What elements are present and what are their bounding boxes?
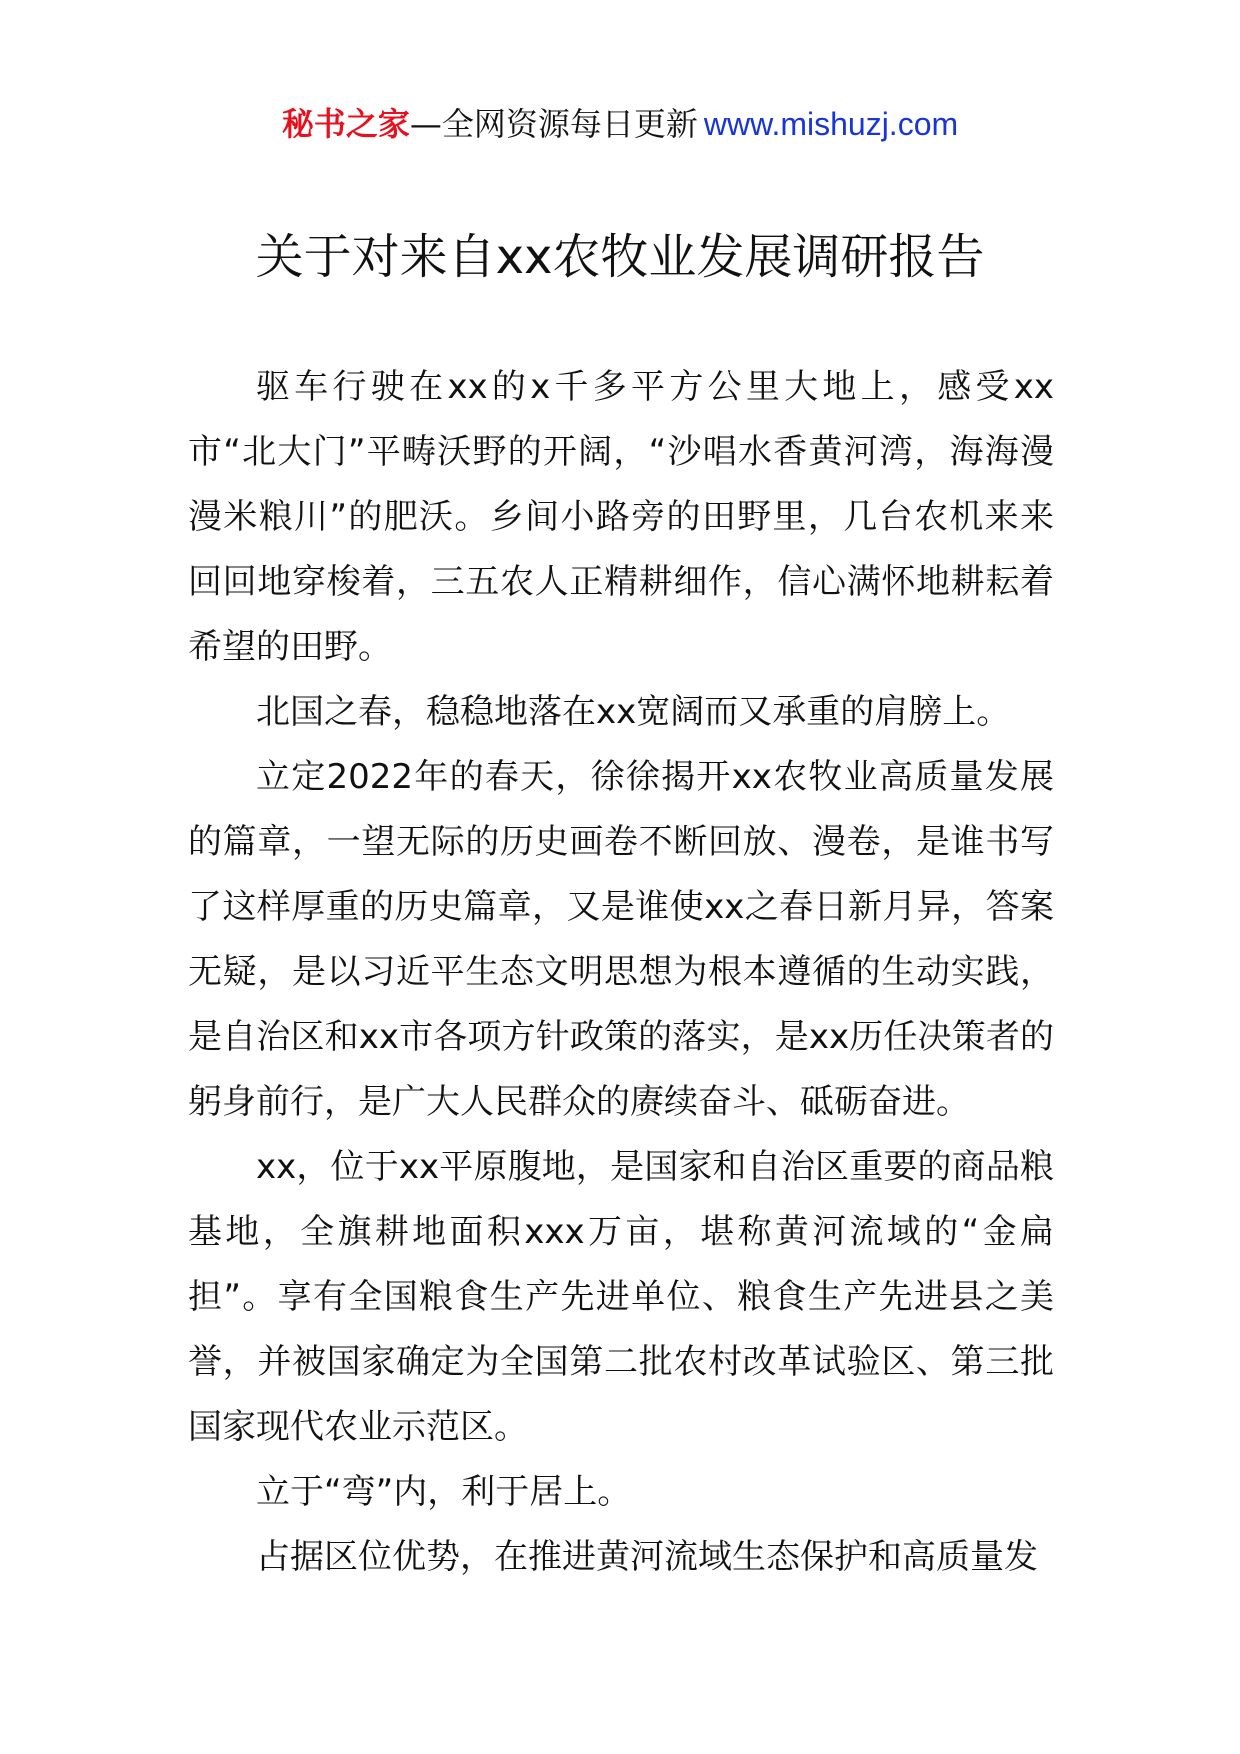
paragraph-1: 驱车行驶在xx的x千多平方公里大地上，感受xx市“北大门”平畴沃野的开阔，“沙唱水香黄河湾，海海漫漫米粮川”的肥沃。乡间小路旁的田野里，几台农机来来回回地穿梭着，三五农人正精耕细作，信心满怀地耕耘着希望的田野。: [188, 367, 1054, 667]
document-title: 关于对来自xx农牧业发展调研报告: [255, 229, 985, 285]
page-header: [0, 100, 1240, 148]
paragraph-4: xx，位于xx平原腹地，是国家和自治区重要的商品粮基地，全旗耕地面积xxx万亩，堪称黄河流域的“金扁担”。享有全国粮食生产先进单位、粮食生产先进县之美誉，并被国家确定为全国第二批农村改革试验区、第三批国家现代农业示范区。: [188, 1147, 1054, 1447]
site-link[interactable]: www.mishuzj.com: [703, 106, 959, 142]
paragraph-2: 北国之春，稳稳地落在xx宽阔而又承重的肩膀上。: [256, 692, 1011, 732]
brand-name: 秘书之家: [281, 105, 410, 143]
paragraph-5: 立于“弯”内，利于居上。: [256, 1472, 632, 1512]
paragraph-6: 占据区位优势，在推进黄河流域生态保护和高质量发: [256, 1537, 1038, 1577]
document-body: [188, 355, 1054, 1590]
paragraph-3: 立定2022年的春天，徐徐揭开xx农牧业高质量发展的篇章，一望无际的历史画卷不断回放、漫卷，是谁书写了这样厚重的历史篇章，又是谁使xx之春日新月异，答案无疑，是以习近平生态文明思想为根本遵循的生动实践，是自治区和xx市各项方针政策的落实，是xx历任决策者的躬身前行，是广大人民群众的赓续奋斗、砥砺奋进。: [188, 757, 1054, 1122]
header-tagline: —全网资源每日更新: [409, 105, 698, 143]
